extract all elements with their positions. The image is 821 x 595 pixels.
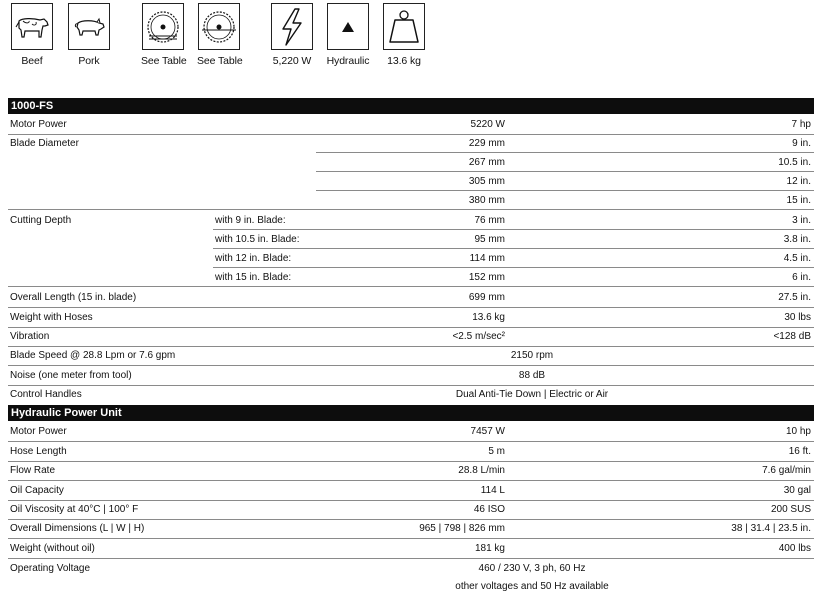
- spec-imperial: 10 hp: [785, 426, 811, 437]
- feature-label: Beef: [21, 55, 43, 67]
- spec-imperial: <128 dB: [773, 331, 811, 342]
- spec-note: other voltages and 50 Hz available: [455, 581, 609, 592]
- section-header-hydraulic-power-unit: Hydraulic Power Unit: [8, 405, 814, 421]
- spec-row-hose-length: [8, 442, 814, 462]
- feature-icon-strip: [0, 0, 821, 74]
- spec-sublabel: with 15 in. Blade:: [215, 272, 292, 283]
- spec-label: Control Handles: [10, 389, 82, 400]
- section-header-1000-fs: 1000-FS: [8, 98, 814, 114]
- spec-row-oil-capacity: [8, 481, 814, 501]
- spec-metric: 181 kg: [474, 543, 505, 554]
- spec-value: 2150 rpm: [510, 350, 554, 361]
- feature-weight: [382, 3, 426, 67]
- spec-imperial: 6 in.: [792, 272, 811, 283]
- spec-label: Motor Power: [10, 119, 67, 130]
- spec-metric: 305 mm: [468, 176, 505, 187]
- spec-imperial: 27.5 in.: [778, 292, 811, 303]
- beef-icon: [13, 12, 51, 42]
- spec-imperial: 38 | 31.4 | 23.5 in.: [731, 523, 811, 534]
- spec-label: Oil Viscosity at 40°C | 100° F: [10, 504, 139, 515]
- spec-metric: 152 mm: [468, 272, 505, 283]
- spec-row-control-handles: [8, 385, 814, 404]
- spec-label: Weight (without oil): [10, 543, 95, 554]
- spec-value: 88 dB: [518, 370, 546, 381]
- feature-label: See Table: [141, 55, 187, 67]
- spec-imperial: 9 in.: [792, 138, 811, 149]
- spec-label: Oil Capacity: [10, 485, 64, 496]
- feature-label: 5,220 W: [272, 55, 312, 67]
- spec-metric: 5 m: [488, 446, 505, 457]
- spec-label: Noise (one meter from tool): [10, 370, 132, 381]
- spec-label: Cutting Depth: [10, 215, 72, 226]
- spec-group-blade-diameter: [8, 134, 814, 210]
- spec-row-vibration: [8, 327, 814, 347]
- spec-value: Dual Anti-Tie Down | Electric or Air: [455, 389, 609, 400]
- spec-imperial: 12 in.: [786, 176, 811, 187]
- spec-subrow: [213, 211, 814, 230]
- spec-group-cutting-depth: [8, 211, 814, 287]
- pork-icon: [70, 12, 108, 42]
- spec-label: Overall Length (15 in. blade): [10, 292, 137, 303]
- spec-row-operating-voltage: [8, 559, 814, 595]
- weight-icon: [386, 8, 422, 46]
- feature-label: 13.6 kg: [387, 55, 421, 67]
- spec-row-blade-speed: [8, 346, 814, 366]
- spec-imperial: 16 ft.: [788, 446, 811, 457]
- feature-blade-b: [197, 3, 241, 67]
- spec-metric: 267 mm: [468, 157, 505, 168]
- feature-label: Hydraulic: [326, 55, 370, 67]
- power-bolt-icon: [277, 7, 307, 47]
- feature-pork: [67, 3, 111, 67]
- spec-imperial: 400 lbs: [778, 543, 811, 554]
- spec-metric: 380 mm: [468, 195, 505, 206]
- spec-imperial: 7.6 gal/min: [762, 465, 811, 476]
- spec-metric: 76 mm: [474, 215, 505, 226]
- spec-value: 460 / 230 V, 3 ph, 60 Hz: [478, 563, 586, 574]
- spec-row-hpu-motor-power: [8, 422, 814, 442]
- spec-label: Blade Speed @ 28.8 Lpm or 7.6 gpm: [10, 350, 176, 361]
- spec-metric: 229 mm: [468, 138, 505, 149]
- spec-imperial: 15 in.: [786, 195, 811, 206]
- spec-sublabel: with 10.5 in. Blade:: [215, 234, 300, 245]
- feature-label: Pork: [78, 55, 100, 67]
- hydraulic-triangle-icon: [341, 21, 355, 33]
- spec-row-weight-without-oil: [8, 539, 814, 559]
- spec-row-motor-power: [8, 115, 814, 135]
- spec-metric: 7457 W: [470, 426, 505, 437]
- spec-metric: 114 mm: [469, 253, 505, 264]
- feature-power: [270, 3, 314, 67]
- spec-metric: 46 ISO: [473, 504, 505, 515]
- spec-subrow: [316, 172, 814, 191]
- spec-imperial: 4.5 in.: [783, 253, 811, 264]
- spec-row-flow-rate: [8, 461, 814, 481]
- spec-imperial: 200 SUS: [770, 504, 811, 515]
- spec-label: Motor Power: [10, 426, 67, 437]
- spec-subrow: [213, 230, 814, 249]
- spec-label: Vibration: [10, 331, 50, 342]
- spec-imperial: 30 lbs: [784, 312, 811, 323]
- spec-subrow: [8, 191, 814, 210]
- spec-metric: <2.5 m/sec²: [452, 331, 505, 342]
- spec-row-overall-dimensions: [8, 519, 814, 539]
- spec-row-weight-hoses: [8, 308, 814, 328]
- spec-sublabel: with 12 in. Blade:: [215, 253, 292, 264]
- spec-label: Flow Rate: [10, 465, 56, 476]
- spec-row-noise: [8, 366, 814, 386]
- saw-blade-icon: [200, 8, 238, 46]
- spec-imperial: 30 gal: [783, 485, 811, 496]
- spec-label: Overall Dimensions (L | W | H): [10, 523, 145, 534]
- spec-subrow: [213, 249, 814, 268]
- feature-label: See Table: [197, 55, 243, 67]
- spec-imperial: 10.5 in.: [778, 157, 811, 168]
- feature-beef: [10, 3, 54, 67]
- spec-metric: 699 mm: [468, 292, 505, 303]
- spec-label: Blade Diameter: [10, 138, 79, 149]
- spec-imperial: 3.8 in.: [783, 234, 811, 245]
- feature-blade-a: [141, 3, 185, 67]
- spec-row-overall-length: [8, 288, 814, 308]
- saw-blade-icon: [144, 8, 182, 46]
- spec-metric: 95 mm: [474, 234, 505, 245]
- spec-metric: 28.8 L/min: [458, 465, 505, 476]
- spec-subrow: [316, 134, 814, 153]
- spec-label: Hose Length: [10, 446, 67, 457]
- spec-row-oil-viscosity: [8, 500, 814, 520]
- spec-metric: 965 | 798 | 826 mm: [419, 523, 505, 534]
- spec-sublabel: with 9 in. Blade:: [215, 215, 286, 226]
- spec-metric: 5220 W: [470, 119, 505, 130]
- spec-metric: 13.6 kg: [472, 312, 505, 323]
- spec-imperial: 7 hp: [791, 119, 811, 130]
- spec-subrow: [316, 153, 814, 172]
- spec-label: Operating Voltage: [10, 563, 91, 574]
- feature-hydraulic: [326, 3, 370, 67]
- spec-imperial: 3 in.: [792, 215, 811, 226]
- spec-metric: 114 L: [480, 485, 505, 496]
- spec-subrow: [8, 268, 814, 287]
- spec-label: Weight with Hoses: [10, 312, 93, 323]
